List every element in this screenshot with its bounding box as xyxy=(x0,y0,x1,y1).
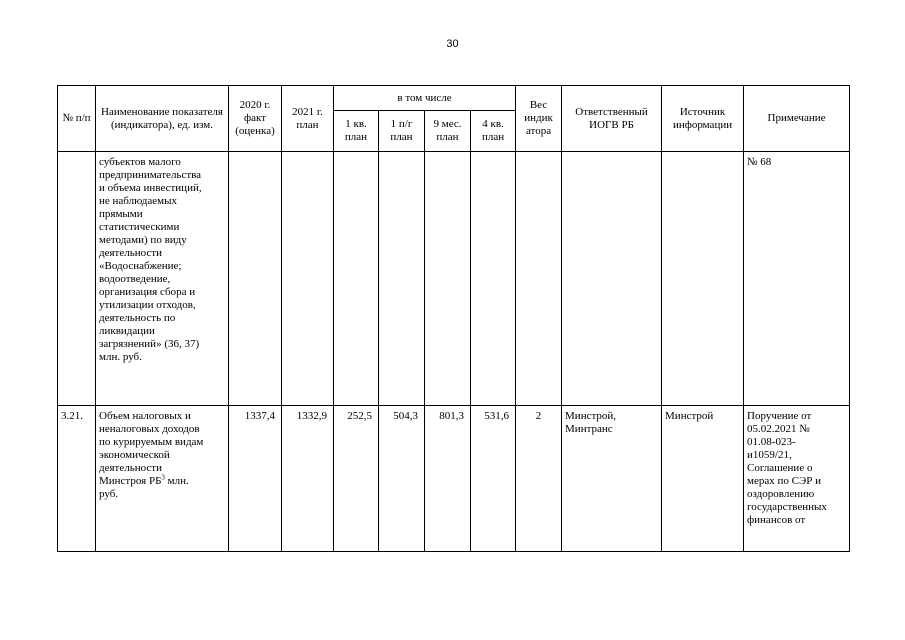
header-no: № п/п xyxy=(58,86,96,152)
row-note-line: Соглашение о xyxy=(747,462,813,474)
row-name-line: не наблюдаемых xyxy=(99,195,177,207)
row-note-line: 05.02.2021 № xyxy=(747,423,810,435)
row-q1: 252,5 xyxy=(334,406,379,552)
header-9m: 9 мес. план xyxy=(425,111,471,152)
row-name-line: «Водоснабжение; xyxy=(99,260,182,272)
row-weight xyxy=(516,152,562,406)
row-note-line: государственных xyxy=(747,501,827,513)
row-name-line: организация сбора и xyxy=(99,286,196,298)
indicators-table xyxy=(57,85,850,552)
row-name-line: прямыми xyxy=(99,208,143,220)
row-name-line: загрязнений» (36, 37) xyxy=(99,338,200,350)
row-name-line: руб. xyxy=(99,488,119,500)
row-name-text: млн. xyxy=(164,475,189,487)
row-name-line: деятельность по xyxy=(99,312,176,324)
row-plan-2021: 1332,9 xyxy=(282,406,334,552)
row-note-line: финансов от xyxy=(747,514,806,526)
row-name-line: деятельности xyxy=(99,462,162,474)
header-note: Примечание xyxy=(744,86,850,152)
row-note-line: мерах по СЭР и xyxy=(747,475,821,487)
footnote-marker: 3 xyxy=(161,473,165,482)
row-responsible xyxy=(562,406,662,552)
header-q1: 1 кв. план xyxy=(334,111,379,152)
row-note-line: 01.08-023- xyxy=(747,436,796,448)
row-note-line: оздоровлению xyxy=(747,488,815,500)
header-weight: Вес индик атора xyxy=(516,86,562,152)
row-q1 xyxy=(334,152,379,406)
row-name xyxy=(96,406,229,552)
row-source xyxy=(662,152,744,406)
row-name-line: субъектов малого xyxy=(99,156,181,168)
row-source: Минстрой xyxy=(662,406,744,552)
header-plan-2021: 2021 г. план xyxy=(282,86,334,152)
row-name-line: ликвидации xyxy=(99,325,155,337)
row-name-line: неналоговых доходов xyxy=(99,423,200,435)
row-weight: 2 xyxy=(516,406,562,552)
row-name-line: методами) по виду xyxy=(99,234,187,246)
row-note-line: и1059/21, xyxy=(747,449,792,461)
row-name-line: предпринимательства xyxy=(99,169,202,181)
row-name-line xyxy=(99,475,225,488)
page-number: 30 xyxy=(446,38,459,50)
row-no: 3.21. xyxy=(58,406,96,552)
table-header xyxy=(58,86,850,152)
row-note-line: Поручение от xyxy=(747,410,812,422)
row-name-line: деятельности xyxy=(99,247,162,259)
row-name-line: и объема инвестиций, xyxy=(99,182,202,194)
header-name: Наименование показателя (индикатора), ед. изм. xyxy=(96,86,229,152)
row-9m: 801,3 xyxy=(425,406,471,552)
row-name-line: экономической xyxy=(99,449,170,461)
row-fact-2020 xyxy=(229,152,282,406)
row-note-line: № 68 xyxy=(747,156,772,168)
row-responsible xyxy=(562,152,662,406)
header-h1: 1 п/г план xyxy=(379,111,425,152)
row-name-line: статистическими xyxy=(99,221,180,233)
table-body xyxy=(58,152,850,552)
header-fact-2020: 2020 г. факт (оценка) xyxy=(229,86,282,152)
table-row xyxy=(58,152,850,406)
row-responsible-line: Минстрой, xyxy=(565,410,617,422)
row-name-line: водоотведение, xyxy=(99,273,171,285)
row-name xyxy=(96,152,229,406)
row-note xyxy=(744,406,850,552)
header-q4: 4 кв. план xyxy=(471,111,516,152)
row-h1 xyxy=(379,152,425,406)
header-source: Источник информации xyxy=(662,86,744,152)
row-h1: 504,3 xyxy=(379,406,425,552)
row-plan-2021 xyxy=(282,152,334,406)
row-name-line: Объем налоговых и xyxy=(99,410,191,422)
row-note xyxy=(744,152,850,406)
row-q4: 531,6 xyxy=(471,406,516,552)
header-including: в том числе xyxy=(334,86,516,111)
row-q4 xyxy=(471,152,516,406)
row-name-line: млн. руб. xyxy=(99,351,142,363)
row-fact-2020: 1337,4 xyxy=(229,406,282,552)
row-name-text: Минстроя РБ xyxy=(99,475,162,487)
row-no xyxy=(58,152,96,406)
header-responsible: Ответственный ИОГВ РБ xyxy=(562,86,662,152)
row-name-line: по курируемым видам xyxy=(99,436,204,448)
row-name-line: утилизации отходов, xyxy=(99,299,196,311)
row-responsible-line: Минтранс xyxy=(565,423,613,435)
row-9m xyxy=(425,152,471,406)
table-row xyxy=(58,406,850,552)
